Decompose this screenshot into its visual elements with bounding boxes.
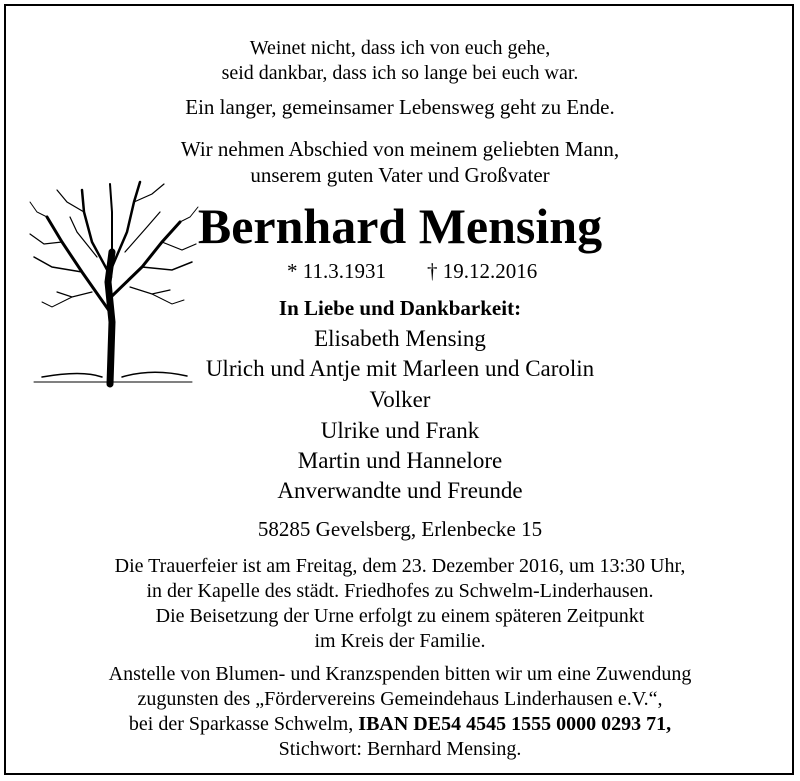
address: 58285 Gevelsberg, Erlenbecke 15 — [257, 517, 543, 541]
life-dates — [0, 258, 800, 284]
funeral-line-1: Die Trauerfeier ist am Freitag, dem 23. Dezember 2016, um 13:30 Uhr, — [114, 555, 686, 577]
donation-line-2: zugunsten des „Fördervereins Gemeindehaus Linderhausen e.V.“, — [137, 688, 663, 710]
farewell-line-1: Wir nehmen Abschied von meinem geliebten Mann, — [180, 137, 620, 161]
funeral-line-3: Die Beisetzung der Urne erfolgt zu einem späteren Zeitpunkt — [155, 605, 645, 627]
birth-date: * 11.3.1931 — [287, 259, 386, 283]
mourner-name: Elisabeth Mensing — [314, 326, 486, 351]
quote-line-1: Weinet nicht, dass ich von euch gehe, — [249, 37, 551, 59]
donation-line-3 — [0, 712, 800, 736]
mourners-heading: In Liebe und Dankbarkeit: — [278, 296, 522, 320]
farewell-line-2: unserem guten Vater und Großvater — [250, 163, 550, 187]
funeral-line-4: im Kreis der Familie. — [314, 630, 486, 652]
iban: IBAN DE54 4545 1555 0000 0293 71, — [358, 713, 672, 735]
funeral-line-2: in der Kapelle des städt. Friedhofes zu Schwelm-Linderhausen. — [146, 580, 654, 602]
intro-line: Ein langer, gemeinsamer Lebensweg geht zu Ende. — [185, 95, 615, 119]
bank-name: bei der Sparkasse Schwelm, — [128, 713, 359, 735]
mourner-name: Ulrike und Frank — [320, 418, 480, 443]
mourner-name: Volker — [369, 387, 431, 412]
quote-line-2: seid dankbar, dass ich so lange bei euch war. — [221, 62, 579, 84]
death-date: † 19.12.2016 — [427, 259, 538, 283]
donation-line-4: Stichwort: Bernhard Mensing. — [278, 738, 522, 760]
mourner-name: Ulrich und Antje mit Marleen und Carolin — [205, 356, 595, 381]
mourner-name: Martin und Hannelore — [297, 448, 503, 473]
mourner-name: Anverwandte und Freunde — [277, 478, 523, 503]
donation-line-1: Anstelle von Blumen- und Kranzspenden bitten wir um eine Zuwendung — [108, 663, 692, 685]
deceased-name: Bernhard Mensing — [197, 198, 603, 254]
